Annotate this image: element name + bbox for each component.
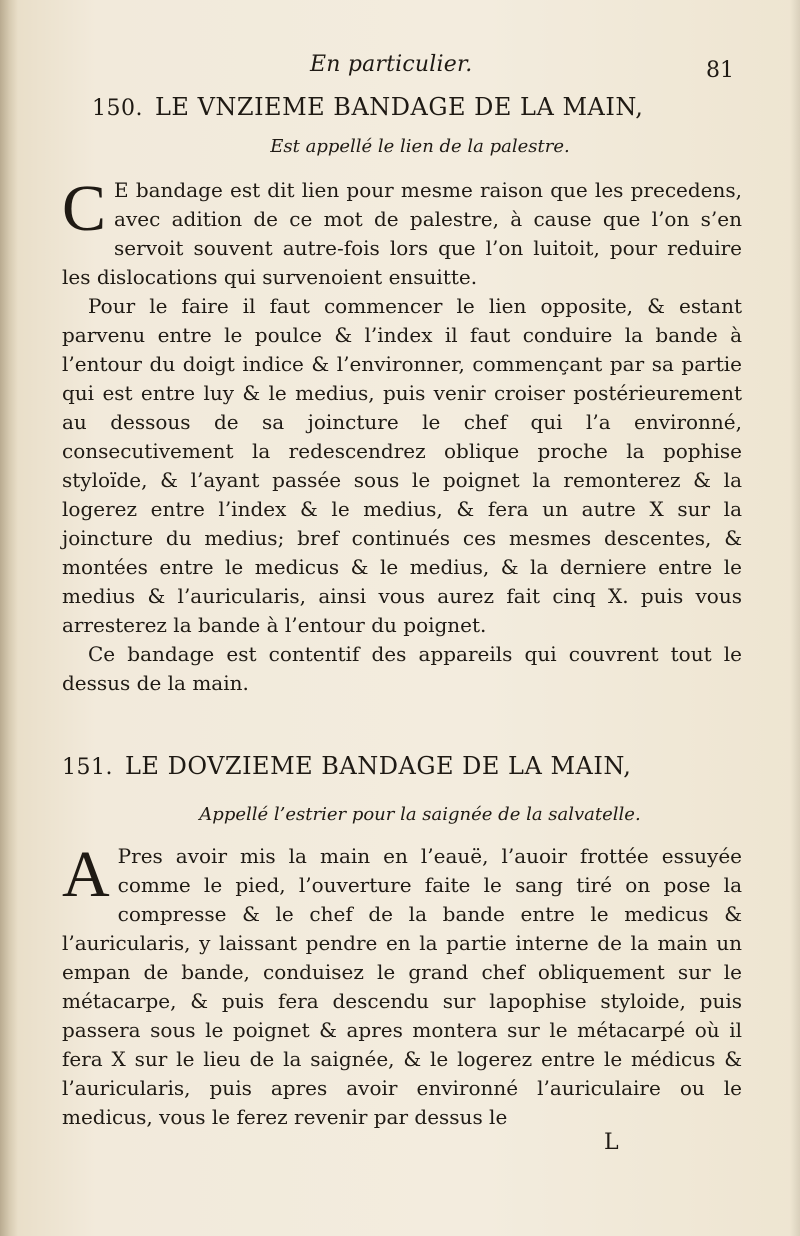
section-150-paragraph-1-text: E bandage est dit lien pour mesme raison que les precedens, avec adition de ce mot de palestre, à cause que l’on s’en servoit souvent autre-fois lors que l’on luitoit, pour reduire les dislocations qui survenoient ensuitte. xyxy=(62,178,742,289)
section-151-paragraph-1-text: Pres avoir mis la main en l’eauë, l’auoir frottée essuyée comme le pied, l’ouverture faite le sang tiré on pose la compresse & le chef de la bande entre le medicus & l’auricularis, y laissant pendre en la partie interne de la main un empan de bande, conduisez le grand chef obliquement sur le métacarpe, & puis fera descendu sur lapophise styloide, puis passera sous le poignet & apres montera sur le métacarpé où il fera X sur le lieu de la saignée, & le logerez entre le médicus & l’auricularis, puis apres avoir environné l’auriculaire ou le medicus, vous le ferez revenir par dessus le xyxy=(62,844,742,1129)
section-150-paragraph-3: Ce bandage est contentif des appareils qui couvrent tout le dessus de la main. xyxy=(62,642,742,695)
section-150-heading xyxy=(92,93,742,121)
section-150-number: 150. xyxy=(92,96,143,121)
catchword: L xyxy=(604,1130,619,1155)
section-151-number: 151. xyxy=(62,755,113,780)
dropcap-c: C xyxy=(62,172,107,245)
page-number: 81 xyxy=(706,58,734,83)
dropcap-a: A xyxy=(62,838,110,911)
section-150-paragraph-2: Pour le faire il faut commencer le lien opposite, & estant parvenu entre le poulce & l’index il faut conduire la bande à l’entour du doigt indice & l’environner, commençant par sa partie qui est entre luy & le medius, puis venir croiser postérieurement au dessous de sa joincture le chef qui l’a environné, consecutivement la redescendrez oblique proche la pophise styloïde, & l’ayant passée sous le poignet la remonterez & la logerez entre l’index & le medius, & fera un autre X sur la joincture du medius; bref continués ces mesmes descentes, & montées entre le medicus & le medius, & la derniere entre le medius & l’auricularis, ainsi vous aurez fait cinq X. puis vous arresterez la bande à l’entour du poignet. xyxy=(62,294,742,637)
section-151-body xyxy=(62,838,742,1132)
page-edge-shadow xyxy=(790,0,800,1236)
section-151-title: LE DOVZIEME BANDAGE DE LA MAIN, xyxy=(124,752,632,780)
page-gutter-shadow xyxy=(0,0,18,1236)
section-150-subtitle: Est appellé le lien de la palestre. xyxy=(270,136,570,157)
running-head: En particulier. xyxy=(310,52,473,77)
section-151-heading xyxy=(62,752,712,780)
section-150-title: LE VNZIEME BANDAGE DE LA MAIN, xyxy=(154,93,644,121)
section-150-body xyxy=(62,172,742,698)
section-151-subtitle: Appellé l’estrier pour la saignée de la salvatelle. xyxy=(199,804,641,825)
section-151-paragraph-1 xyxy=(62,838,742,1132)
section-150-paragraph-1 xyxy=(62,172,742,292)
